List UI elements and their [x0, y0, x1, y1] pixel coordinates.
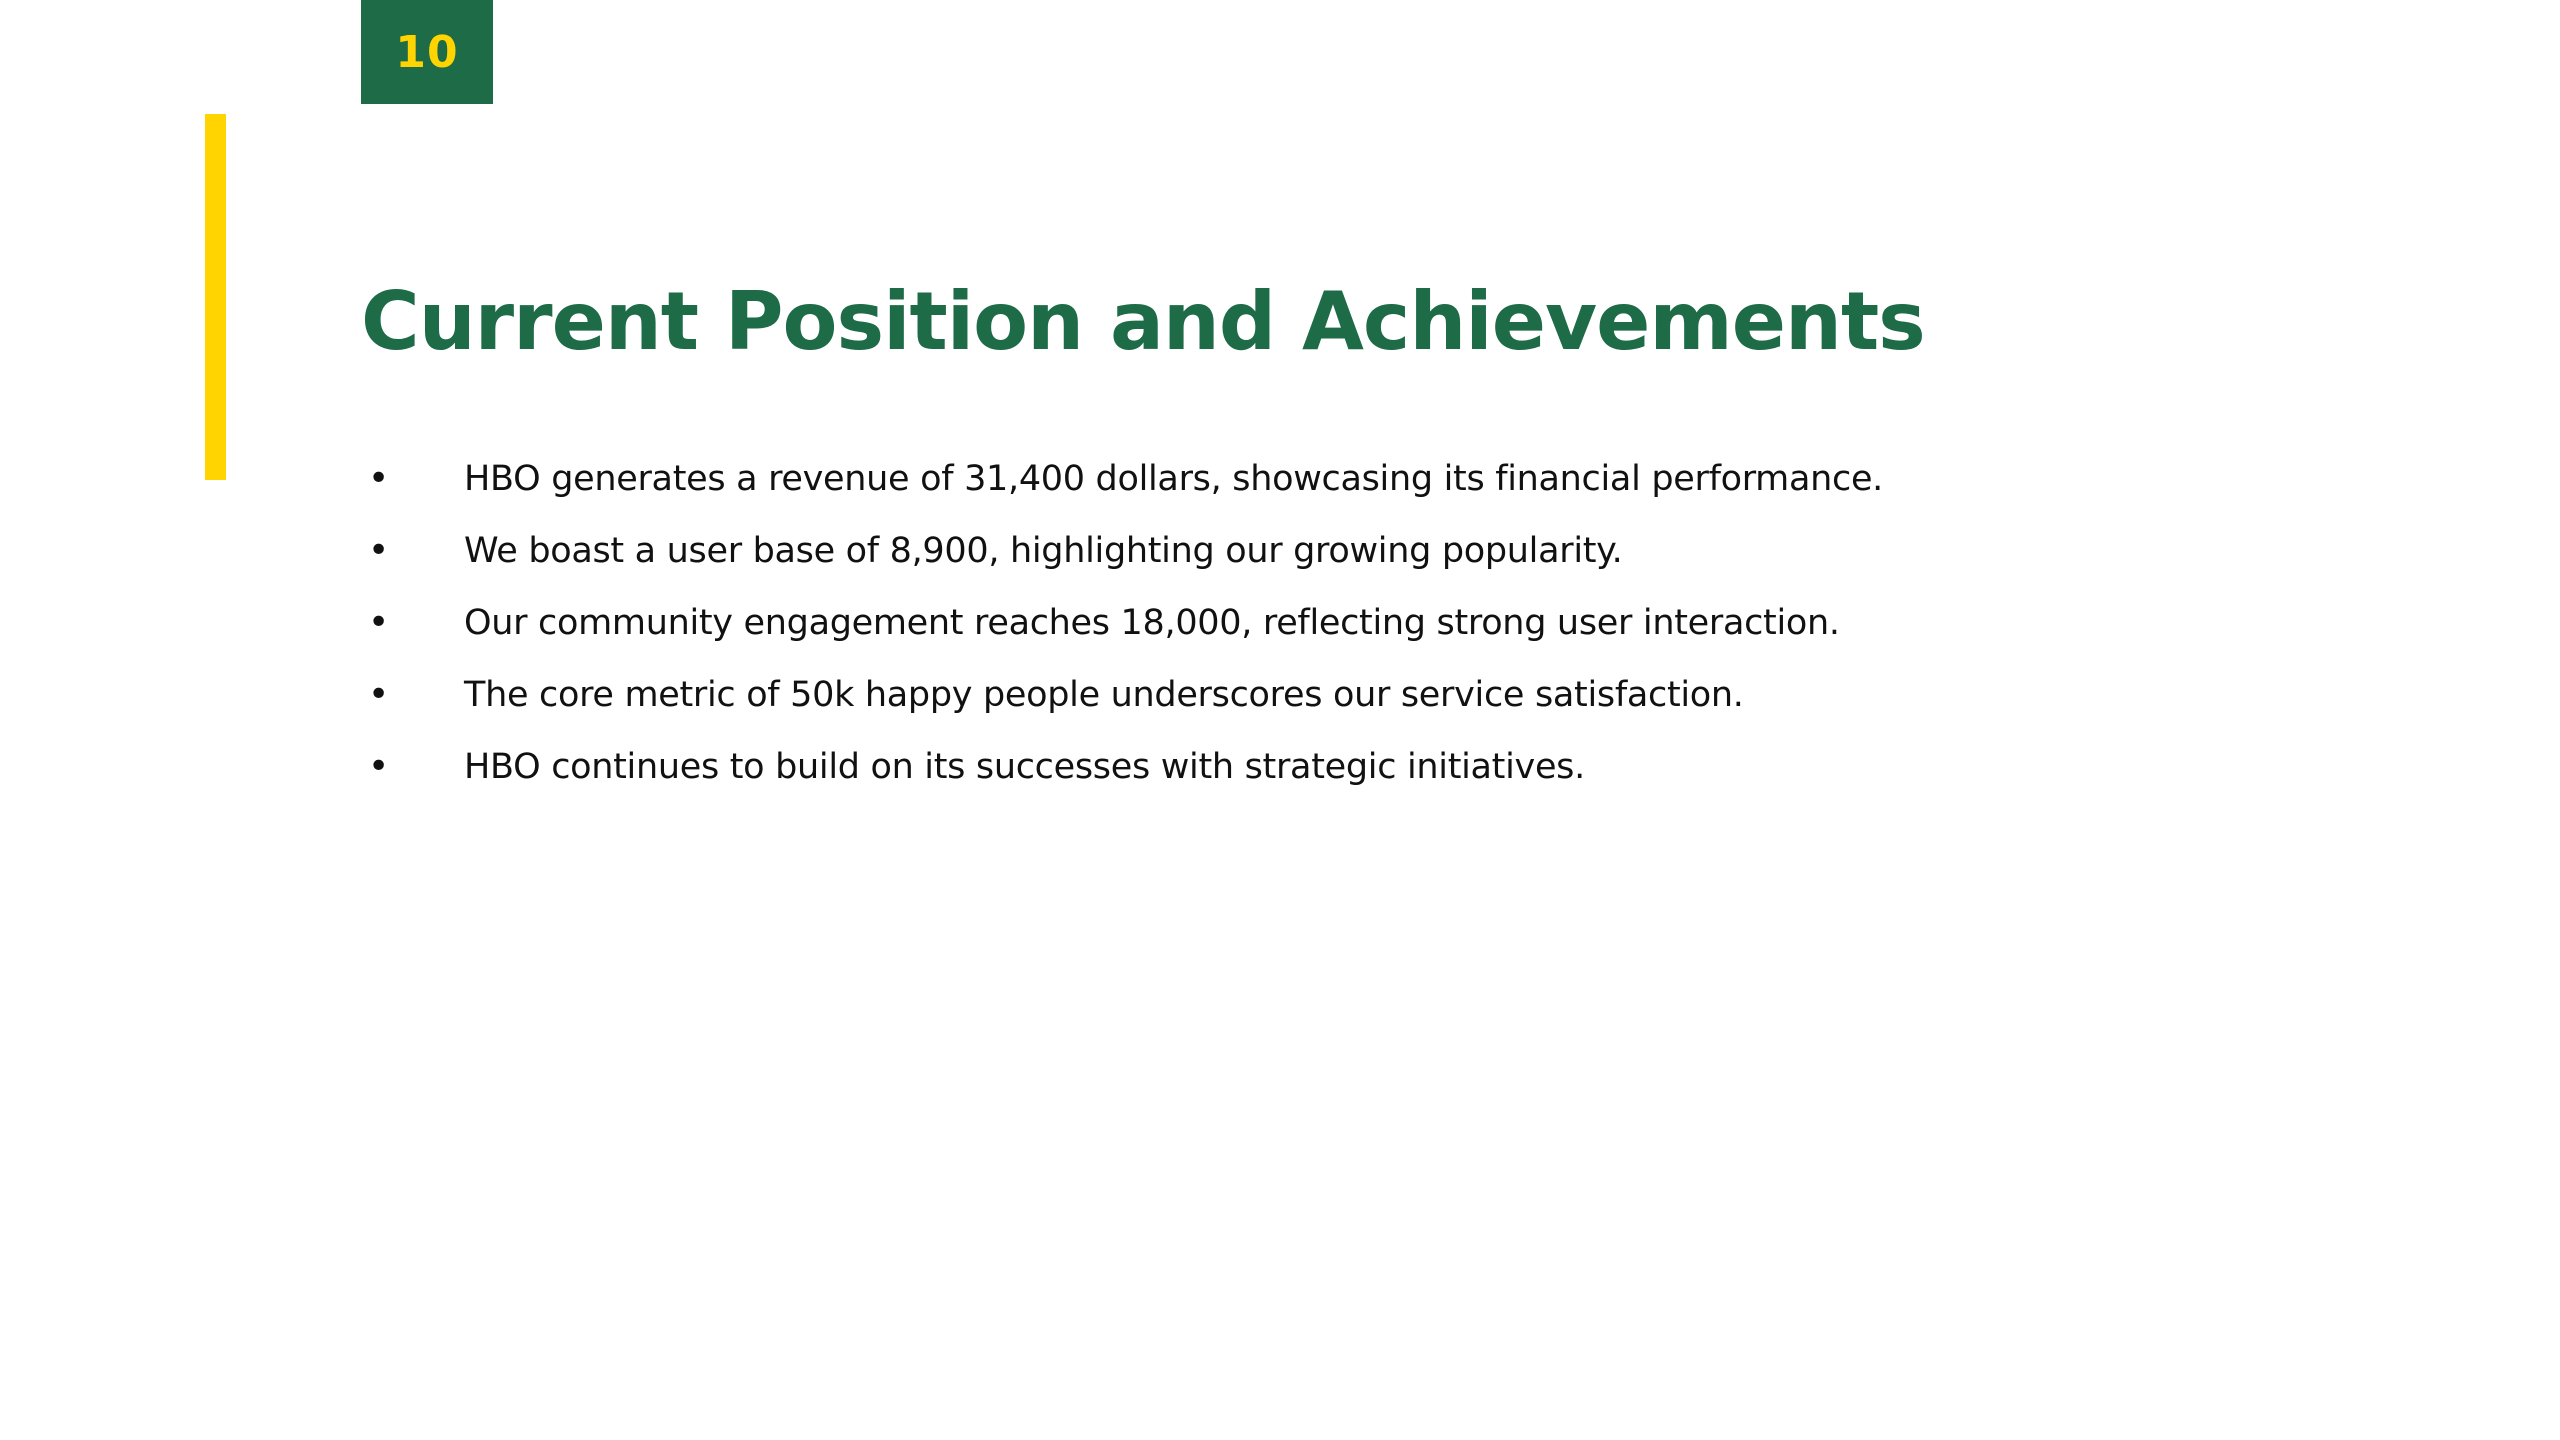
bullet-item — [368, 602, 2268, 674]
bullet-icon: • — [368, 458, 390, 499]
bullet-icon: • — [368, 746, 390, 787]
bullet-item — [368, 458, 2268, 530]
page-number: 10 — [395, 26, 459, 78]
bullet-icon: • — [368, 602, 390, 643]
bullet-item — [368, 674, 2268, 746]
slide-title: Current Position and Achievements — [361, 275, 1925, 368]
bullet-text: HBO continues to build on its successes with strategic initiatives. — [464, 747, 1585, 787]
bullet-text: We boast a user base of 8,900, highlighting our growing popularity. — [464, 531, 1623, 571]
bullet-text: The core metric of 50k happy people underscores our service satisfaction. — [464, 675, 1744, 715]
bullet-text: HBO generates a revenue of 31,400 dollars, showcasing its financial performance. — [464, 459, 1883, 499]
bullet-list — [368, 458, 2268, 818]
page-number-badge — [361, 0, 493, 104]
bullet-text: Our community engagement reaches 18,000, reflecting strong user interaction. — [464, 603, 1840, 643]
bullet-item — [368, 530, 2268, 602]
bullet-item — [368, 746, 2268, 818]
bullet-icon: • — [368, 674, 390, 715]
bullet-icon: • — [368, 530, 390, 571]
accent-bar — [205, 114, 226, 480]
